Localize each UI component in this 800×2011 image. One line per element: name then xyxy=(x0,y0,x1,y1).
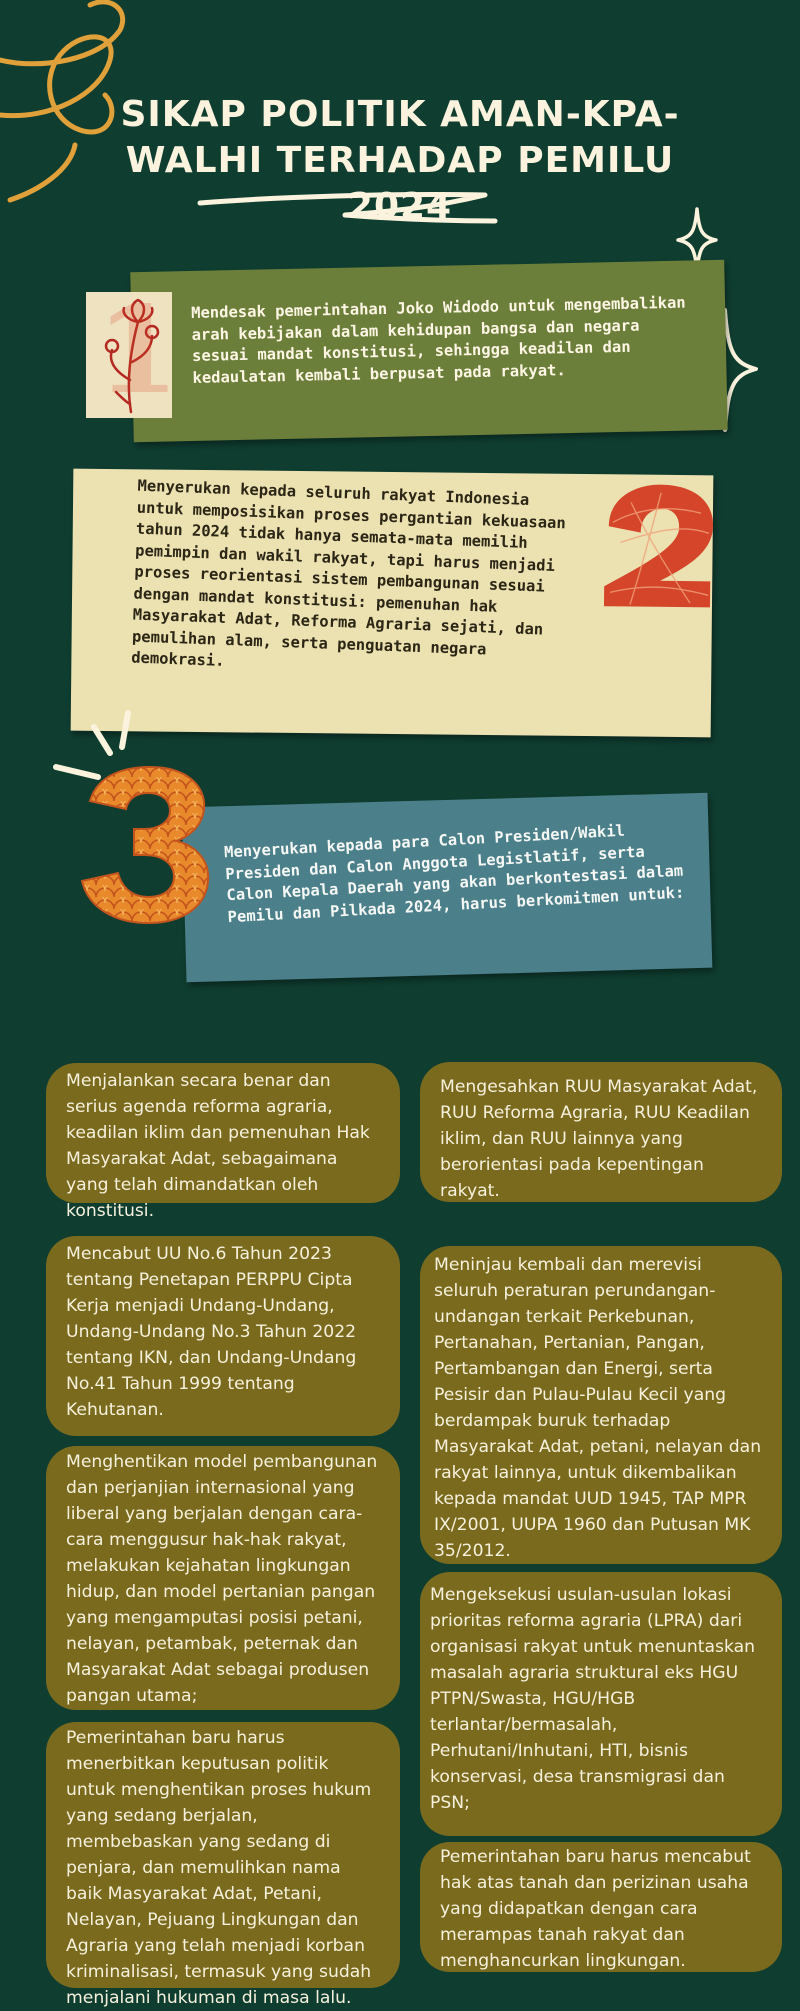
commitment-item-5-text: Menghentikan model pembangunan dan perjanjian internasional yang liberal yang berjalan dengan cara-cara menggusur hak-hak rakyat, melakukan kejahatan lingkungan hidup, dan model pertanian pangan yang mengamputasi posisi petani, nelayan, petambak, peternak dan Masyarakat Adat sebagai produsen pangan utama; xyxy=(66,1452,378,1706)
point-1-text: Mendesak pemerintahan Joko Widodo untuk mengembalikan arah kebijakan dalam kehidupan bangsa dan negara sesuai mandat konstitusi, sehingga keadilan dan kedaulatan kembali berpusat pada rakyat. xyxy=(190,293,686,387)
number-2-graphic xyxy=(590,482,731,613)
point-1-card xyxy=(130,260,727,442)
number-3-graphic xyxy=(78,765,216,925)
point-2-text: Menyerukan kepada seluruh rakyat Indonesia untuk memposisikan proses pergantian kekuasaan tahun 2024 tidak hanya semata-mata memilih pemimpin dan wakil rakyat, tapi harus menjadi proses reorientasi sistem pembangunan sesuai dengan mandat konstitusi: pemenuhan hak Masyarakat Adat, Reforma Agraria sejati, dan pemulihan alam, serta penguatan negara demokrasi. xyxy=(130,476,567,670)
commitment-item-6 xyxy=(420,1572,782,1836)
point-3-card xyxy=(182,793,713,983)
commitment-item-7 xyxy=(46,1722,400,2008)
commitment-item-4 xyxy=(420,1246,782,1564)
commitment-item-8-text: Pemerintahan baru harus mencabut hak atas tanah dan perizinan usaha yang didapatkan dengan cara merampas tanah rakyat dan menghancurkan lingkungan. xyxy=(440,1847,751,1971)
point-3-text: Menyerukan kepada para Calon Presiden/Wakil Presiden dan Calon Anggota Legistlatif, serta Calon Kepala Daerah yang akan berkontestasi dalam Pemilu dan Pilkada 2024, harus berkomitmen untuk: xyxy=(223,821,685,926)
commitment-item-3-text: Mencabut UU No.6 Tahun 2023 tentang Penetapan PERPPU Cipta Kerja menjadi Undang-Undang, Undang-Undang No.3 Tahun 2022 tentang IKN, dan Undang-Undang No.41 Tahun 1999 tentang Kehutanan. xyxy=(66,1244,357,1420)
commitment-item-1 xyxy=(46,1063,400,1221)
point-2-card xyxy=(71,469,714,738)
commitment-item-4-text: Meninjau kembali dan merevisi seluruh peraturan perundangan-undangan terkait Perkebunan, Pertanahan, Pertanian, Pangan, Pertambangan dan Energi, serta Pesisir dan Pulau-Pulau Kecil yang berdampak buruk terhadap Masyarakat Adat, petani, nelayan dan rakyat lainnya, untuk dikembalikan kepada mandat UUD 1945, TAP MPR IX/2001, UUPA 1960 dan Putusan MK 35/2012. xyxy=(434,1255,762,1561)
commitment-item-5 xyxy=(46,1446,400,1710)
point-1-number: 1 xyxy=(96,280,180,421)
commitment-item-3 xyxy=(46,1236,400,1436)
title-underline-icon xyxy=(195,185,525,235)
commitment-item-7-text: Pemerintahan baru harus menerbitkan keputusan politik untuk menghentikan proses hukum yang sedang berjalan, membebaskan yang sedang di penjara, dan memulihkan nama baik Masyarakat Adat, Petani, Nelayan, Pejuang Lingkungan dan Agraria yang telah menjadi korban kriminalisasi, termasuk yang sudah menjalani hukuman di masa lalu. xyxy=(66,1728,372,2008)
page-title: SIKAP POLITIK AMAN-KPA-WALHI TERHADAP PEMILU 2024 xyxy=(120,94,680,227)
commitment-item-1-text: Menjalankan secara benar dan serius agenda reforma agraria, keadilan iklim dan pemenuhan Hak Masyarakat Adat, sebagaimana yang telah dimandatkan oleh konstitusi. xyxy=(66,1071,370,1221)
commitment-item-6-text: Mengeksekusi usulan-usulan lokasi prioritas reforma agraria (LPRA) dari organisasi rakyat untuk menuntaskan masalah agraria struktural eks HGU PTPN/Swasta, HGU/HGB terlantar/bermasalah, Perhutani/Inhutani, HTI, bisnis konservasi, desa transmigrasi dan PSN; xyxy=(430,1585,756,1813)
commitment-item-2-text: Mengesahkan RUU Masyarakat Adat, RUU Reforma Agraria, RUU Keadilan iklim, dan RUU lainnya yang berorientasi pada kepentingan rakyat. xyxy=(440,1077,758,1201)
point-1-number-badge xyxy=(86,280,180,421)
commitment-item-8 xyxy=(420,1842,782,1972)
commitment-item-2 xyxy=(420,1062,782,1202)
